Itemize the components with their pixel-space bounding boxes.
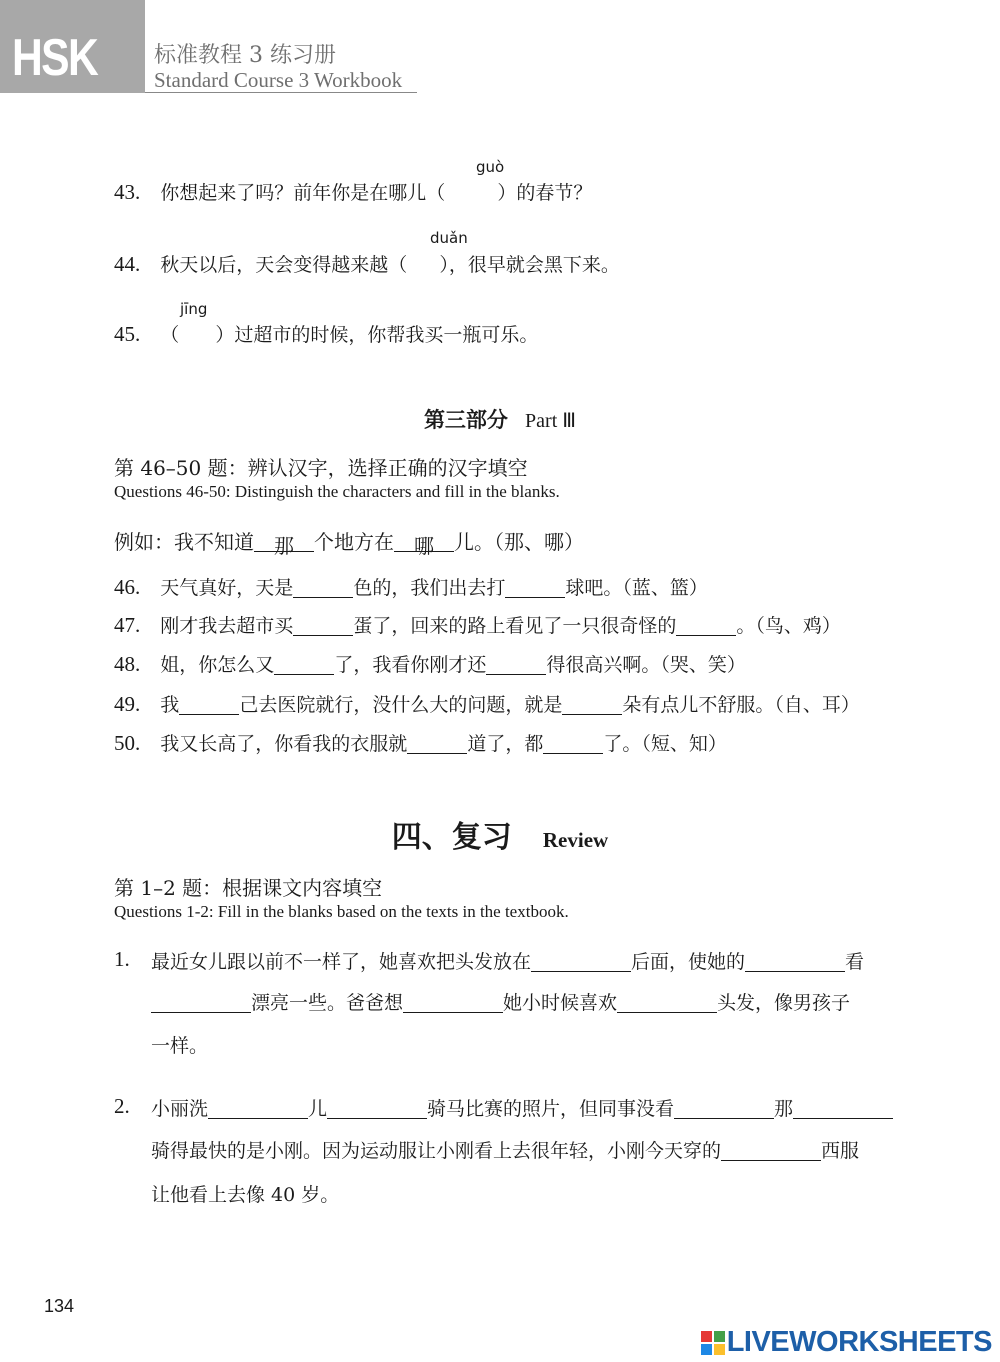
header-divider [145, 92, 417, 93]
example-text: 我不知道 [174, 530, 254, 554]
question-text: （ [160, 324, 180, 346]
question-number: 43. [114, 180, 141, 204]
logo-square [701, 1344, 712, 1355]
question-text: 我又长高了，你看我的衣服就 [160, 733, 408, 755]
question-number: 46. [114, 575, 141, 599]
hsk-logo: HSK [12, 29, 98, 87]
question-number: 44. [114, 252, 141, 276]
question-text: 天气真好，天是 [160, 577, 294, 599]
question-text: 色的，我们出去打 [353, 577, 506, 599]
review-q2-number: 2. [114, 1094, 130, 1118]
review-title: 四、复习 [391, 820, 512, 855]
liveworksheets-logo [701, 1326, 992, 1359]
question-text: 了，我看你刚才还 [334, 654, 487, 676]
question-text: 你想起来了吗？前年你是在哪儿（ [160, 182, 446, 204]
answer-blank[interactable] [676, 614, 736, 636]
section-title-en: Part Ⅲ [525, 410, 577, 432]
answer-blank[interactable] [562, 693, 622, 715]
pinyin-hint: guò [476, 158, 505, 176]
question-text: 秋天以后，天会变得越来越（ [160, 254, 408, 276]
example-answer: 哪 [394, 530, 454, 552]
example-text: 儿。（那、哪） [454, 530, 584, 554]
example-answer: 那 [254, 530, 314, 552]
header-title-en: Standard Course 3 Workbook [154, 68, 403, 92]
logo-square [714, 1344, 725, 1355]
answer-blank[interactable] [617, 991, 717, 1013]
question-text: 。（鸟、鸡） [736, 615, 841, 637]
answer-blank[interactable] [721, 1139, 821, 1161]
question-text: 骑马比赛的照片，但同事没看 [427, 1098, 675, 1120]
question-text: 刚才我去超市买 [160, 615, 294, 637]
question-text: 漂亮一些。爸爸想 [251, 992, 404, 1014]
example-text: 个地方在 [314, 530, 394, 554]
answer-blank[interactable] [407, 732, 467, 754]
instruction-cn: 第 46–50 题：辨认汉字，选择正确的汉字填空 [114, 456, 528, 480]
question-49 [114, 690, 860, 717]
question-text: 后面，使她的 [631, 951, 746, 973]
review-instruction-cn: 第 1–2 题：根据课文内容填空 [114, 876, 383, 900]
question-text: 姐，你怎么又 [160, 654, 275, 676]
question-text: 道了，都 [467, 733, 544, 755]
pinyin-hint: duǎn [430, 229, 468, 247]
question-text: 儿 [308, 1098, 328, 1120]
question-number: 50. [114, 731, 141, 755]
question-text: ）的春节？ [497, 182, 593, 204]
question-45 [114, 320, 538, 347]
question-text: 她小时候喜欢 [503, 992, 618, 1014]
question-text: 西服 [821, 1140, 860, 1162]
logo-square [714, 1331, 725, 1342]
question-46 [114, 573, 708, 600]
answer-blank[interactable] [543, 732, 603, 754]
question-47 [114, 611, 841, 638]
review-q1-number: 1. [114, 947, 130, 971]
question-text: 骑得最快的是小刚。因为运动服让小刚看上去很年轻，小刚今天穿的 [151, 1140, 722, 1162]
question-text: 那 [774, 1098, 794, 1120]
review-q2-line2 [151, 1136, 859, 1163]
question-text: 小丽洗 [151, 1098, 209, 1120]
question-48 [114, 650, 746, 677]
question-number: 47. [114, 613, 141, 637]
question-text: 球吧。（蓝、篮） [565, 577, 708, 599]
question-text: 己去医院就行，没什么大的问题，就是 [239, 694, 563, 716]
part3-heading [0, 404, 1000, 434]
example-line [114, 526, 584, 558]
answer-blank[interactable] [745, 950, 845, 972]
answer-blank[interactable] [293, 576, 353, 598]
header-title-cn: 标准教程 3 练习册 [154, 43, 336, 68]
question-text: ）过超市的时候，你帮我买一瓶可乐。 [215, 324, 539, 346]
answer-blank[interactable] [151, 991, 251, 1013]
example-label: 例如： [114, 530, 174, 554]
question-50 [114, 729, 727, 756]
answer-blank[interactable] [531, 950, 631, 972]
review-instruction-en: Questions 1-2: Fill in the blanks based on the texts in the textbook. [114, 902, 569, 921]
question-text: 最近女儿跟以前不一样了，她喜欢把头发放在 [151, 951, 532, 973]
question-text: ），很早就会黑下来。 [439, 254, 620, 276]
question-text: 头发，像男孩子 [717, 992, 851, 1014]
review-q1-line1 [151, 947, 864, 974]
answer-blank[interactable] [293, 614, 353, 636]
logo-grid-icon [701, 1331, 725, 1355]
logo-text: LIVEWORKSHEETS [726, 1326, 992, 1358]
question-text: 看 [845, 951, 865, 973]
section-title: 第三部分 [423, 407, 508, 432]
review-heading [0, 812, 1000, 856]
answer-blank[interactable] [208, 1097, 308, 1119]
question-44 [114, 250, 620, 277]
answer-blank[interactable] [505, 576, 565, 598]
answer-blank[interactable] [179, 693, 239, 715]
question-text: 朵有点儿不舒服。（自、耳） [622, 694, 860, 716]
review-title-en: Review [542, 828, 609, 852]
page-number: 134 [44, 1296, 75, 1316]
answer-blank[interactable] [674, 1097, 774, 1119]
logo-square [701, 1331, 712, 1342]
answer-blank[interactable] [793, 1097, 893, 1119]
review-q2-line3: 让他看上去像 40 岁。 [151, 1184, 340, 1206]
pinyin-hint: jīng [180, 300, 208, 318]
answer-blank[interactable] [486, 653, 546, 675]
question-text: 得很高兴啊。（哭、笑） [546, 654, 746, 676]
answer-blank[interactable] [403, 991, 503, 1013]
answer-blank[interactable] [327, 1097, 427, 1119]
question-text: 了。（短、知） [603, 733, 727, 755]
question-number: 49. [114, 692, 141, 716]
review-q2-line1 [151, 1094, 893, 1121]
question-number: 45. [114, 322, 141, 346]
question-number: 48. [114, 652, 141, 676]
review-q1-line2 [151, 988, 850, 1015]
answer-blank[interactable] [274, 653, 334, 675]
question-text: 蛋了，回来的路上看见了一只很奇怪的 [353, 615, 677, 637]
question-text: 我 [160, 694, 180, 716]
review-q1-line3: 一样。 [151, 1035, 209, 1057]
instruction-en: Questions 46-50: Distinguish the characters and fill in the blanks. [114, 482, 560, 501]
question-43 [114, 178, 592, 205]
